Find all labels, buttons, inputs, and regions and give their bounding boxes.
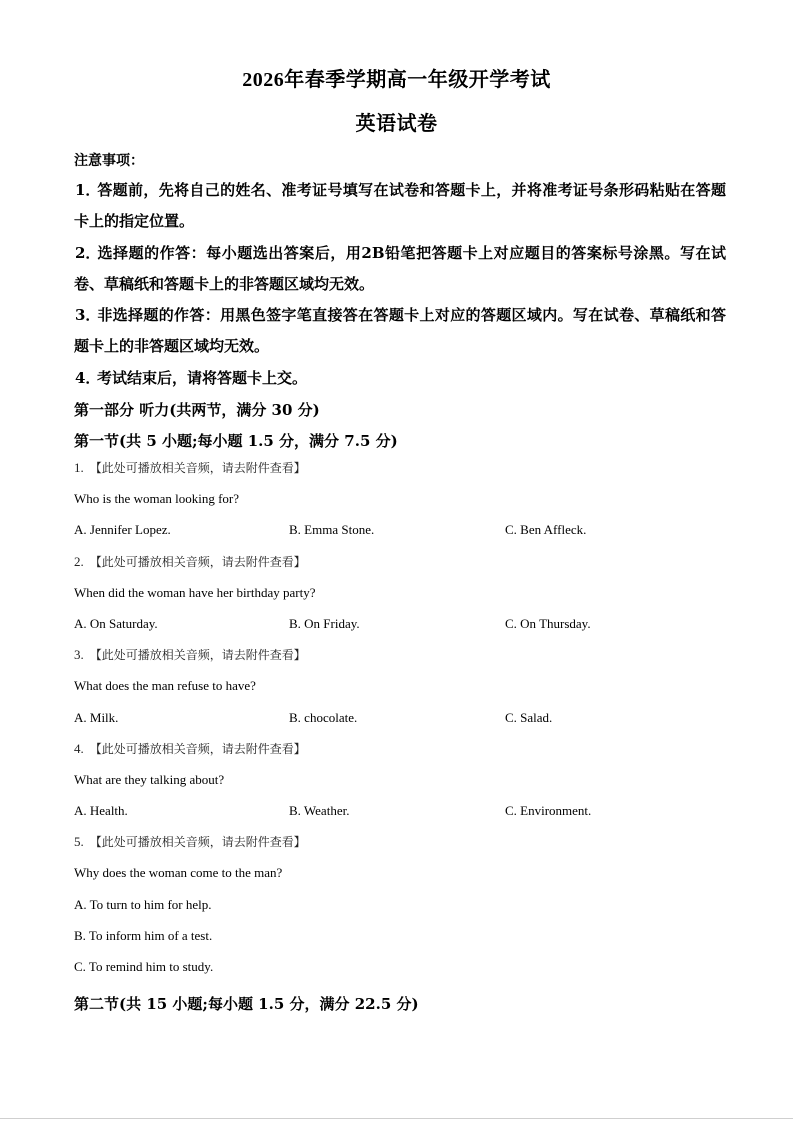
exam-subtitle: 英语试卷 [355,113,438,135]
notice-item [74,175,726,238]
option-b: B. On Friday. [289,615,360,631]
question-number: 4. [74,740,84,756]
option-a: A. To turn to him for help. [74,896,212,912]
notice-item [74,300,726,363]
section1-title: 第一节(共 5 小题;每小题 1.5 分，满分 7.5 分) [74,432,398,450]
notice-list [74,175,726,394]
notice-item-text: 选择题的作答：每小题选出答案后，用2B铅笔把答题卡上对应题目的答案标号涂黑。写在试卷、草稿纸和答题卡上的非答题区域均无效。 [74,243,726,293]
question-item [74,452,734,546]
question-number: 2. [74,553,84,569]
notice-item-text: 答题前，先将自己的姓名、准考证号填写在试卷和答题卡上，并将准考证号条形码粘贴在答题卡上的指定位置。 [74,181,726,231]
question-text: Why does the woman come to the man? [74,865,283,881]
question-number: 3. [74,647,84,663]
notice-item-text: 非选择题的作答：用黑色签字笔直接答在答题卡上对应的答题区域内。写在试卷、草稿纸和答题卡上的非答题区域均无效。 [74,306,726,356]
option-b: B. Weather. [289,803,350,819]
notice-item-text: 考试结束后，请将答题卡上交。 [97,368,308,387]
audio-placeholder [74,546,734,577]
audio-note: 【此处可播放相关音频，请去附件查看】 [89,835,306,850]
question-item [74,826,734,982]
question-text: Who is the woman looking for? [74,491,239,507]
notice-item-number: 2． [75,243,101,262]
option-c: C. On Thursday. [505,615,591,631]
question-number: 5. [74,834,84,850]
notice-item-number: 3． [75,306,101,325]
option-c: C. Salad. [505,709,553,725]
audio-placeholder [74,733,734,764]
option-c: C. Environment. [505,803,592,819]
question-item [74,639,734,733]
option-c: C. Ben Affleck. [505,522,587,538]
audio-placeholder [74,826,734,857]
section2-title: 第二节(共 15 小题;每小题 1.5 分，满分 22.5 分) [74,995,419,1013]
notice-item-number: 1． [75,181,101,199]
option-a: A. Milk. [74,709,119,725]
option-b: B. To inform him of a test. [74,927,213,943]
audio-placeholder [74,639,734,670]
exam-title: 2026年春季学期高一年级开学考试 [242,69,551,91]
question-number: 1. [74,460,84,475]
audio-note: 【此处可播放相关音频，请去附件查看】 [89,554,306,569]
notice-heading: 注意事项： [74,153,144,169]
option-a: A. Jennifer Lopez. [74,522,171,538]
notice-item [74,363,726,394]
audio-note: 【此处可播放相关音频，请去附件查看】 [89,648,306,663]
option-row [74,514,734,545]
notice-item [74,238,726,301]
part1-title: 第一部分 听力(共两节，满分 30 分) [74,401,320,419]
option-row [74,795,734,826]
audio-note: 【此处可播放相关音频，请去附件查看】 [89,461,306,475]
question-text: What does the man refuse to have? [74,678,256,694]
question-list [74,452,734,982]
audio-note: 【此处可播放相关音频，请去附件查看】 [89,741,306,756]
option-b: B. chocolate. [289,709,358,725]
notice-item-number: 4． [75,368,101,387]
option-b: B. Emma Stone. [289,522,375,538]
question-text: What are they talking about? [74,771,225,787]
question-item [74,733,734,827]
page-divider [0,1118,793,1119]
question-text: When did the woman have her birthday party? [74,584,316,600]
option-a: A. Health. [74,803,128,819]
audio-placeholder [74,452,734,483]
option-c: C. To remind him to study. [74,959,214,974]
option-row [74,608,734,639]
option-a: A. On Saturday. [74,615,158,631]
option-row [74,702,734,733]
question-item [74,546,734,640]
